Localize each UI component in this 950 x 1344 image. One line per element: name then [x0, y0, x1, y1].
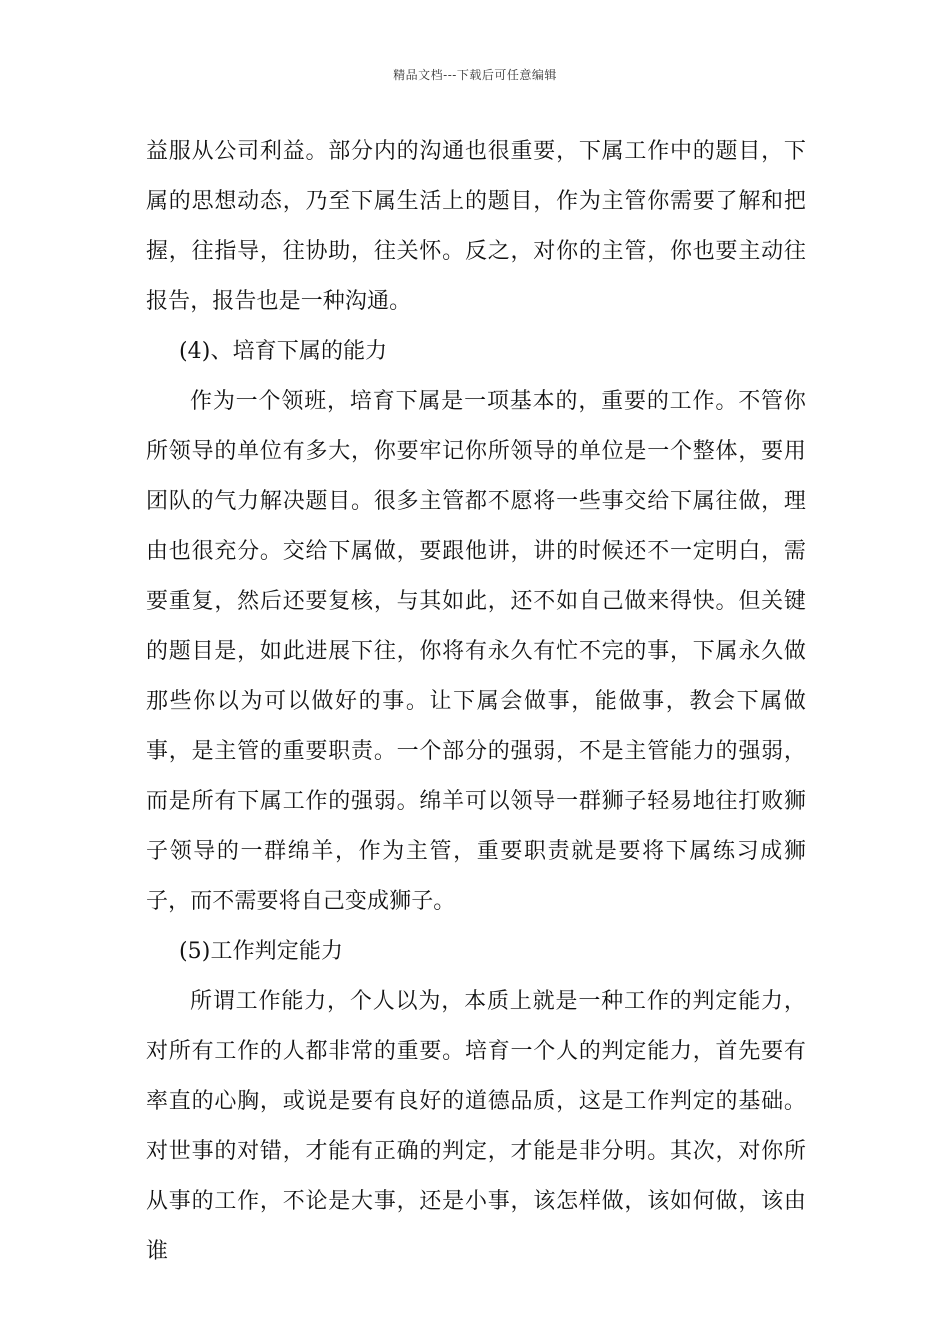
document-body — [146, 127, 806, 1277]
paragraph-judgment-ability: 所谓工作能力，个人以为，本质上就是一种工作的判定能力，对所有工作的人都非常的重要。培育一个人的判定能力，首先要有率直的心胸，或说是要有良好的道德品质，这是工作判定的基础。对世事的对错，才能有正确的判定，才能是非分明。其次，对你所从事的工作，不论是大事，还是小事，该怎样做，该如何做，该由谁 — [146, 989, 806, 1264]
section-heading-4: (4)、培育下属的能力 — [179, 339, 388, 364]
page-header: 精品文档---下载后可任意编辑 — [393, 68, 557, 82]
paragraph-continuation: 益服从公司利益。部分内的沟通也很重要，下属工作中的题目，下属的思想动态，乃至下属生活上的题目，作为主管你需要了解和把握，往指导，往协助，往关怀。反之，对你的主管，你也要主动往报告，报告也是一种沟通。 — [146, 139, 806, 314]
paragraph-training-subordinates: 作为一个领班，培育下属是一项基本的，重要的工作。不管你所领导的单位有多大，你要牢记你所领导的单位是一个整体，要用团队的气力解决题目。很多主管都不愿将一些事交给下属往做，理由也很充分。交给下属做，要跟他讲，讲的时候还不一定明白，需要重复，然后还要复核，与其如此，还不如自己做来得快。但关键的题目是，如此进展下往，你将有永久有忙不完的事，下属永久做那些你以为可以做好的事。让下属会做事，能做事，教会下属做事，是主管的重要职责。一个部分的强弱，不是主管能力的强弱，而是所有下属工作的强弱。绵羊可以领导一群狮子轻易地往打败狮子领导的一群绵羊，作为主管，重要职责就是要将下属练习成狮子，而不需要将自己变成狮子。 — [146, 389, 806, 914]
section-heading-5: (5)工作判定能力 — [179, 939, 344, 964]
